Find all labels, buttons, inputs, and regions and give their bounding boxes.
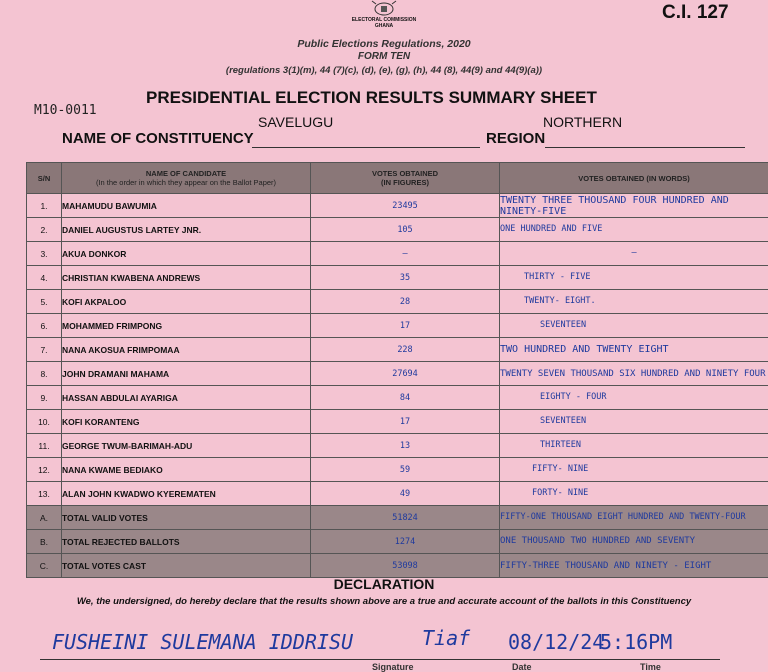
region-value: NORTHERN	[543, 114, 623, 130]
declaration-time: 5:16PM	[600, 630, 673, 654]
declaration-title: DECLARATION	[333, 576, 435, 592]
total-valid-row: A. TOTAL VALID VOTES 51824 FIFTY-ONE THOUSAND EIGHT HUNDRED AND TWENTY-FOUR	[27, 506, 768, 530]
authority-label: ELECTORAL COMMISSION GHANA	[351, 17, 417, 29]
declaration-text: We, the undersigned, do hereby declare that the results shown above are a true and accurate account of the ballots in this Constituency	[76, 596, 692, 607]
header-words: VOTES OBTAINED (IN WORDS)	[500, 163, 768, 194]
table-row: 10. KOFI KORANTENG 17 SEVENTEEN	[27, 410, 768, 434]
header-figures: VOTES OBTAINED (IN FIGURES)	[311, 163, 500, 194]
table-row: 3. AKUA DONKOR — —	[27, 242, 768, 266]
regulations-reference: (regulations 3(1)(m), 44 (7)(c), (d), (e), (g), (h), 44 (8), 44(9) and 44(9)(a))	[225, 65, 543, 76]
table-row: 12. NANA KWAME BEDIAKO 59 FIFTY- NINE	[27, 458, 768, 482]
table-row: 8. JOHN DRAMANI MAHAMA 27694 TWENTY SEVEN THOUSAND SIX HUNDRED AND NINETY FOUR	[27, 362, 768, 386]
declaration-date: 08/12/24	[508, 630, 605, 654]
coat-of-arms-icon	[354, 0, 414, 16]
results-table	[26, 162, 768, 578]
date-label: Date	[512, 662, 532, 672]
form-code: M10-0011	[34, 103, 97, 118]
region-label: REGION	[486, 130, 546, 147]
declarant-name: FUSHEINI SULEMANA IDDRISU	[52, 630, 354, 654]
ci-number: C.I. 127	[662, 2, 729, 23]
constituency-label: NAME OF CONSTITUENCY	[62, 130, 254, 147]
page-title: PRESIDENTIAL ELECTION RESULTS SUMMARY SHEET	[146, 88, 597, 107]
table-row: 5. KOFI AKPALOO 28 TWENTY- EIGHT.	[27, 290, 768, 314]
declarant-signature: Tiaf	[422, 626, 471, 650]
total-cast-row: C. TOTAL VOTES CAST 53098 FIFTY-THREE THOUSAND AND NINETY - EIGHT	[27, 554, 768, 578]
header-sn: S/N	[27, 163, 62, 194]
time-label: Time	[640, 662, 661, 672]
table-row: 4. CHRISTIAN KWABENA ANDREWS 35 THIRTY - FIVE	[27, 266, 768, 290]
table-row: 13. ALAN JOHN KWADWO KYEREMATEN 49 FORTY- NINE	[27, 482, 768, 506]
constituency-value: SAVELUGU	[258, 114, 334, 130]
signature-label: Signature	[372, 662, 414, 672]
form-label: FORM TEN	[357, 51, 411, 62]
header-candidate: NAME OF CANDIDATE (In the order in which they appear on the Ballot Paper)	[62, 163, 311, 194]
table-row: 2. DANIEL AUGUSTUS LARTEY JNR. 105 ONE HUNDRED AND FIVE	[27, 218, 768, 242]
table-row: 9. HASSAN ABDULAI AYARIGA 84 EIGHTY - FOUR	[27, 386, 768, 410]
table-header-row	[27, 163, 768, 194]
table-row: 6. MOHAMMED FRIMPONG 17 SEVENTEEN	[27, 314, 768, 338]
table-row: 7. NANA AKOSUA FRIMPOMAA 228 TWO HUNDRED AND TWENTY EIGHT	[27, 338, 768, 362]
table-row: 11. GEORGE TWUM-BARIMAH-ADU 13 THIRTEEN	[27, 434, 768, 458]
table-row: 1. MAHAMUDU BAWUMIA 23495 TWENTY THREE THOUSAND FOUR HUNDRED AND NINETY-FIVE	[27, 194, 768, 218]
regulations-title: Public Elections Regulations, 2020	[297, 38, 471, 50]
total-rejected-row: B. TOTAL REJECTED BALLOTS 1274 ONE THOUSAND TWO HUNDRED AND SEVENTY	[27, 530, 768, 554]
